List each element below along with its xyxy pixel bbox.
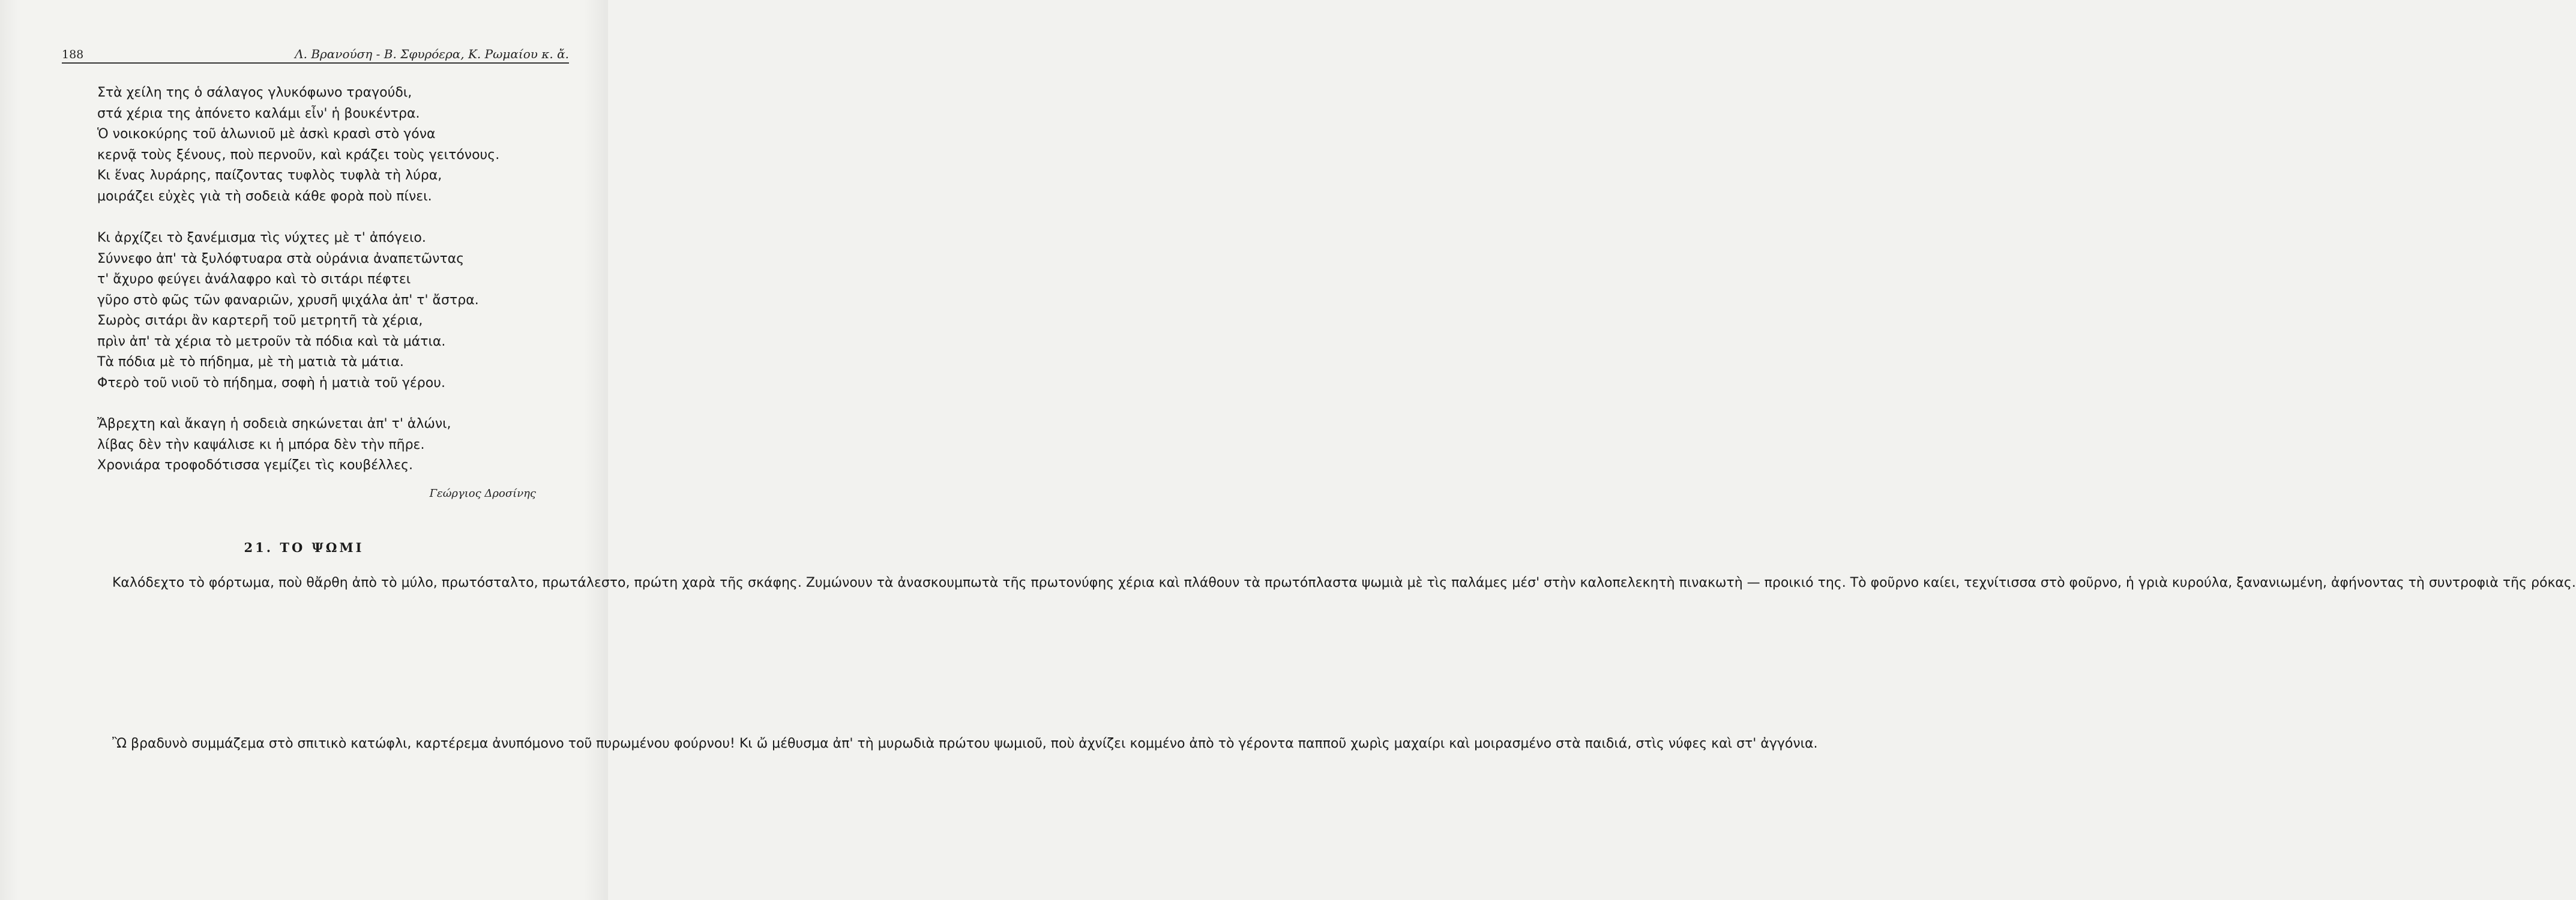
poem-stanza-1 xyxy=(112,572,2576,594)
verse-line: καὶ μοιρασμένο στὰ παιδιά, στὶς νύφες καὶ στ' ἀγγόνια. xyxy=(1449,736,1818,751)
verse-line: Ὁ νοικοκύρης τοῦ ἁλωνιοῦ μὲ ἀσκὶ κρασὶ στὸ γόνα xyxy=(97,127,436,142)
header-rule xyxy=(62,62,569,64)
verse-line: Σύννεφο ἀπ' τὰ ξυλόφτυαρα στὰ οὐράνια ἀναπετῶντας xyxy=(97,251,465,266)
verse-line: Τὰ πόδια μὲ τὸ πήδημα, μὲ τὴ ματιὰ τὰ μάτια. xyxy=(97,355,404,370)
author-signature: Γεώργιος Δροσίνης xyxy=(429,487,536,500)
verse-line: Κι ὤ μέθυσμα ἀπ' τὴ μυρωδιὰ πρώτου ψωμιοῦ, ποὺ ἀχνίζει xyxy=(739,736,1126,751)
verse-line: Κι ἕνας λυράρης, παίζοντας τυφλὸς τυφλὰ τὴ λύρα, xyxy=(97,168,442,183)
previous-poem-stanza-2 xyxy=(97,228,479,394)
previous-poem-stanza-3 xyxy=(97,414,451,476)
previous-poem-stanza-1 xyxy=(97,83,499,207)
verse-line: πρὶν ἀπ' τὰ χέρια τὸ μετροῦν τὰ πόδια καὶ τὰ μάτια. xyxy=(97,334,446,349)
verse-line: Ζυμώνουν τὰ ἀνασκουμπωτὰ τῆς πρωτονύφης χέρια xyxy=(805,575,1155,590)
page-header xyxy=(62,40,569,61)
verse-line: Χρονιάρα τροφοδότισσα γεμίζει τὶς κουβέλλες. xyxy=(97,458,413,473)
verse-line: Σωρὸς σιτάρι ἂν καρτερῆ τοῦ μετρητῆ τὰ χέρια, xyxy=(97,313,423,328)
verse-line: τ' ἄχυρο φεύγει ἀνάλαφρο καὶ τὸ σιτάρι πέφτει xyxy=(97,272,411,287)
verse-line: πρωτόσταλτο, πρωτάλεστο, πρώτη χαρὰ τῆς σκάφης. xyxy=(441,575,802,590)
poem-stanza-2 xyxy=(112,733,1818,755)
verse-line: Ὢ βραδυνὸ συμμάζεμα στὸ σπιτικὸ κατώφλι, xyxy=(112,736,412,751)
verse-line: καὶ πλάθουν τὰ πρωτόπλαστα ψωμιὰ μὲ τὶς παλάμες xyxy=(1158,575,1508,590)
verse-line: ξανανιωμένη, ἀφήνοντας τὴ συντροφιὰ τῆς ρόκας. xyxy=(2236,575,2576,590)
verse-line: μέσ' στὴν καλοπελεκητὴ πινακωτὴ — προικιό της. xyxy=(1512,575,1846,590)
verse-line: λίβας δὲν τὴν καψάλισε κι ἡ μπόρα δὲν τὴν πῆρε. xyxy=(97,437,425,452)
verse-line: Στὰ χείλη της ὁ σάλαγος γλυκόφωνο τραγούδι, xyxy=(97,85,412,100)
verse-line: γῦρο στὸ φῶς τῶν φαναριῶν, χρυσῆ ψιχάλα ἀπ' τ' ἄστρα. xyxy=(97,292,479,308)
verse-line: καρτέρεμα ἀνυπόμονο τοῦ πυρωμένου φούρνου! xyxy=(415,736,735,751)
verse-line: κομμένο ἀπὸ τὸ γέροντα παπποῦ χωρὶς μαχαίρι xyxy=(1130,736,1445,751)
verse-line: Καλόδεχτο τὸ φόρτωμα, ποὺ θἄρθη ἀπὸ τὸ μύλο, xyxy=(112,575,438,590)
verse-line: μοιράζει εὐχὲς γιὰ τὴ σοδειὰ κάθε φορὰ ποὺ πίνει. xyxy=(97,188,432,204)
verse-line: Τὸ φοῦρνο καίει, τεχνίτισσα στὸ φοῦρνο, ἡ γριὰ κυρούλα, xyxy=(1850,575,2233,590)
running-head: Λ. Βρανούση - Β. Σφυρόερα, Κ. Ρωμαίου κ. ἄ. xyxy=(295,47,569,61)
verse-line: Ἄβρεχτη καὶ ἄκαγη ἡ σοδειὰ σηκώνεται ἀπ' τ' ἁλώνι, xyxy=(97,416,451,431)
verse-line: Κι ἀρχίζει τὸ ξανέμισμα τὶς νύχτες μὲ τ' ἀπόγειο. xyxy=(97,230,426,245)
verse-line: Φτερὸ τοῦ νιοῦ τὸ πήδημα, σοφὴ ἡ ματιὰ τοῦ γέρου. xyxy=(97,375,445,391)
verse-line: στά χέρια της ἀπόνετο καλάμι εἶν' ἡ βουκέντρα. xyxy=(97,106,420,121)
poem-title: 21. ΤΟ ΨΩΜΙ xyxy=(244,540,364,555)
verse-line: κερνᾷ τοὺς ξένους, ποὺ περνοῦν, καὶ κράζει τοὺς γειτόνους. xyxy=(97,147,500,163)
page-number: 188 xyxy=(62,48,84,61)
